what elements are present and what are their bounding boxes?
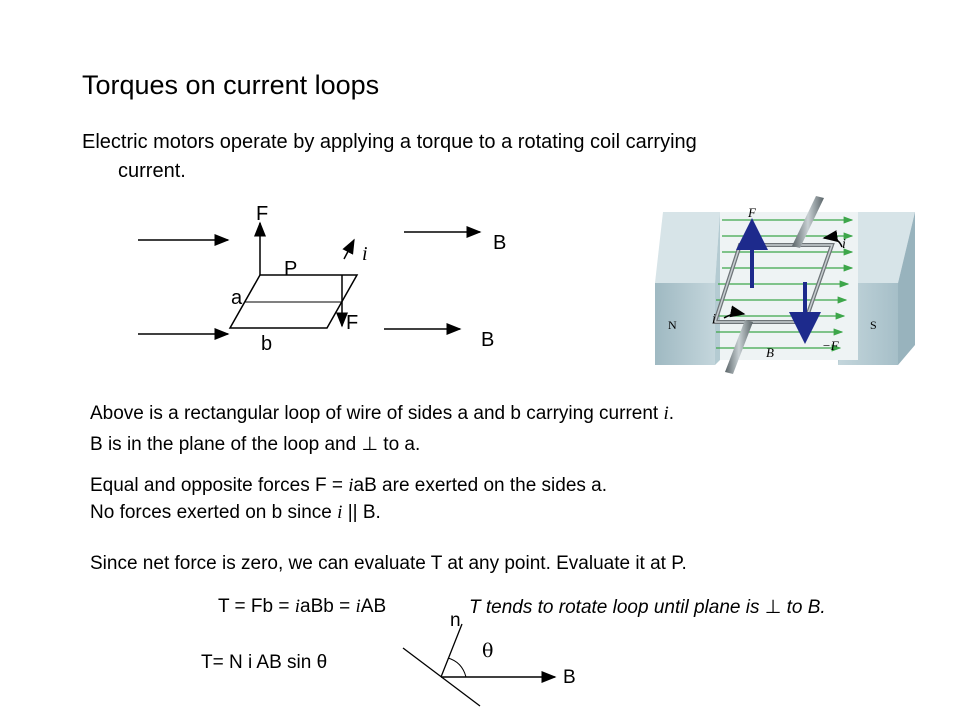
p1-current: i bbox=[663, 403, 669, 424]
p3-text: Equal and opposite forces F = bbox=[90, 475, 349, 496]
page-title: Torques on current loops bbox=[82, 70, 380, 100]
p3-end: aB are exerted on the sides a. bbox=[353, 475, 608, 496]
eq-current-2: i bbox=[355, 596, 361, 617]
label-F-bottom: F bbox=[346, 312, 359, 334]
fig-label-N: N bbox=[668, 318, 677, 332]
fig-label-i-top: i bbox=[842, 237, 846, 252]
angle-arc bbox=[448, 658, 466, 677]
p4-text: No forces exerted on b since bbox=[90, 502, 338, 523]
eq-part-2: aBb = bbox=[300, 596, 356, 617]
fig-label-i-left: i bbox=[712, 312, 716, 327]
p4-end: || B. bbox=[342, 502, 381, 523]
formula-theta: θ bbox=[316, 652, 328, 673]
fig-label-minus-F: −F bbox=[822, 338, 839, 353]
label-b: b bbox=[261, 333, 273, 355]
p3-current: i bbox=[348, 475, 354, 496]
torque-note: T tends to rotate loop until plane is ⊥ to B. bbox=[469, 597, 826, 618]
p1-end: . bbox=[668, 403, 675, 424]
intro-line-1: Electric motors operate by applying a torque to a rotating coil carrying bbox=[82, 131, 697, 153]
label-F-top: F bbox=[256, 203, 269, 225]
label-i: i bbox=[362, 243, 368, 265]
label-P: P bbox=[284, 258, 298, 280]
paragraph-net-force: Since net force is zero, we can evaluate T at any point. Evaluate it at P. bbox=[90, 553, 687, 574]
fig-label-S: S bbox=[870, 318, 877, 332]
p1-text: Above is a rectangular loop of wire of sides a and b carrying current bbox=[90, 403, 664, 424]
eq-part-1: T = Fb = bbox=[218, 596, 295, 617]
label-theta: θ bbox=[482, 640, 494, 662]
label-a: a bbox=[231, 287, 243, 309]
paragraph-field: B is in the plane of the loop and ⊥ to a. bbox=[90, 434, 421, 455]
eq-part-3: AB bbox=[360, 596, 387, 617]
label-n: n bbox=[450, 610, 461, 631]
p4-current: i bbox=[337, 502, 343, 523]
label-B-bottom: B bbox=[481, 329, 495, 351]
fig-label-F: F bbox=[748, 205, 756, 220]
formula-text: T= N i AB sin bbox=[201, 652, 317, 673]
intro-line-2: current. bbox=[118, 160, 186, 182]
label-B: B bbox=[563, 667, 576, 688]
eq-current-1: i bbox=[294, 596, 301, 617]
fig-label-B: B bbox=[766, 345, 774, 360]
label-B-top: B bbox=[493, 232, 507, 254]
